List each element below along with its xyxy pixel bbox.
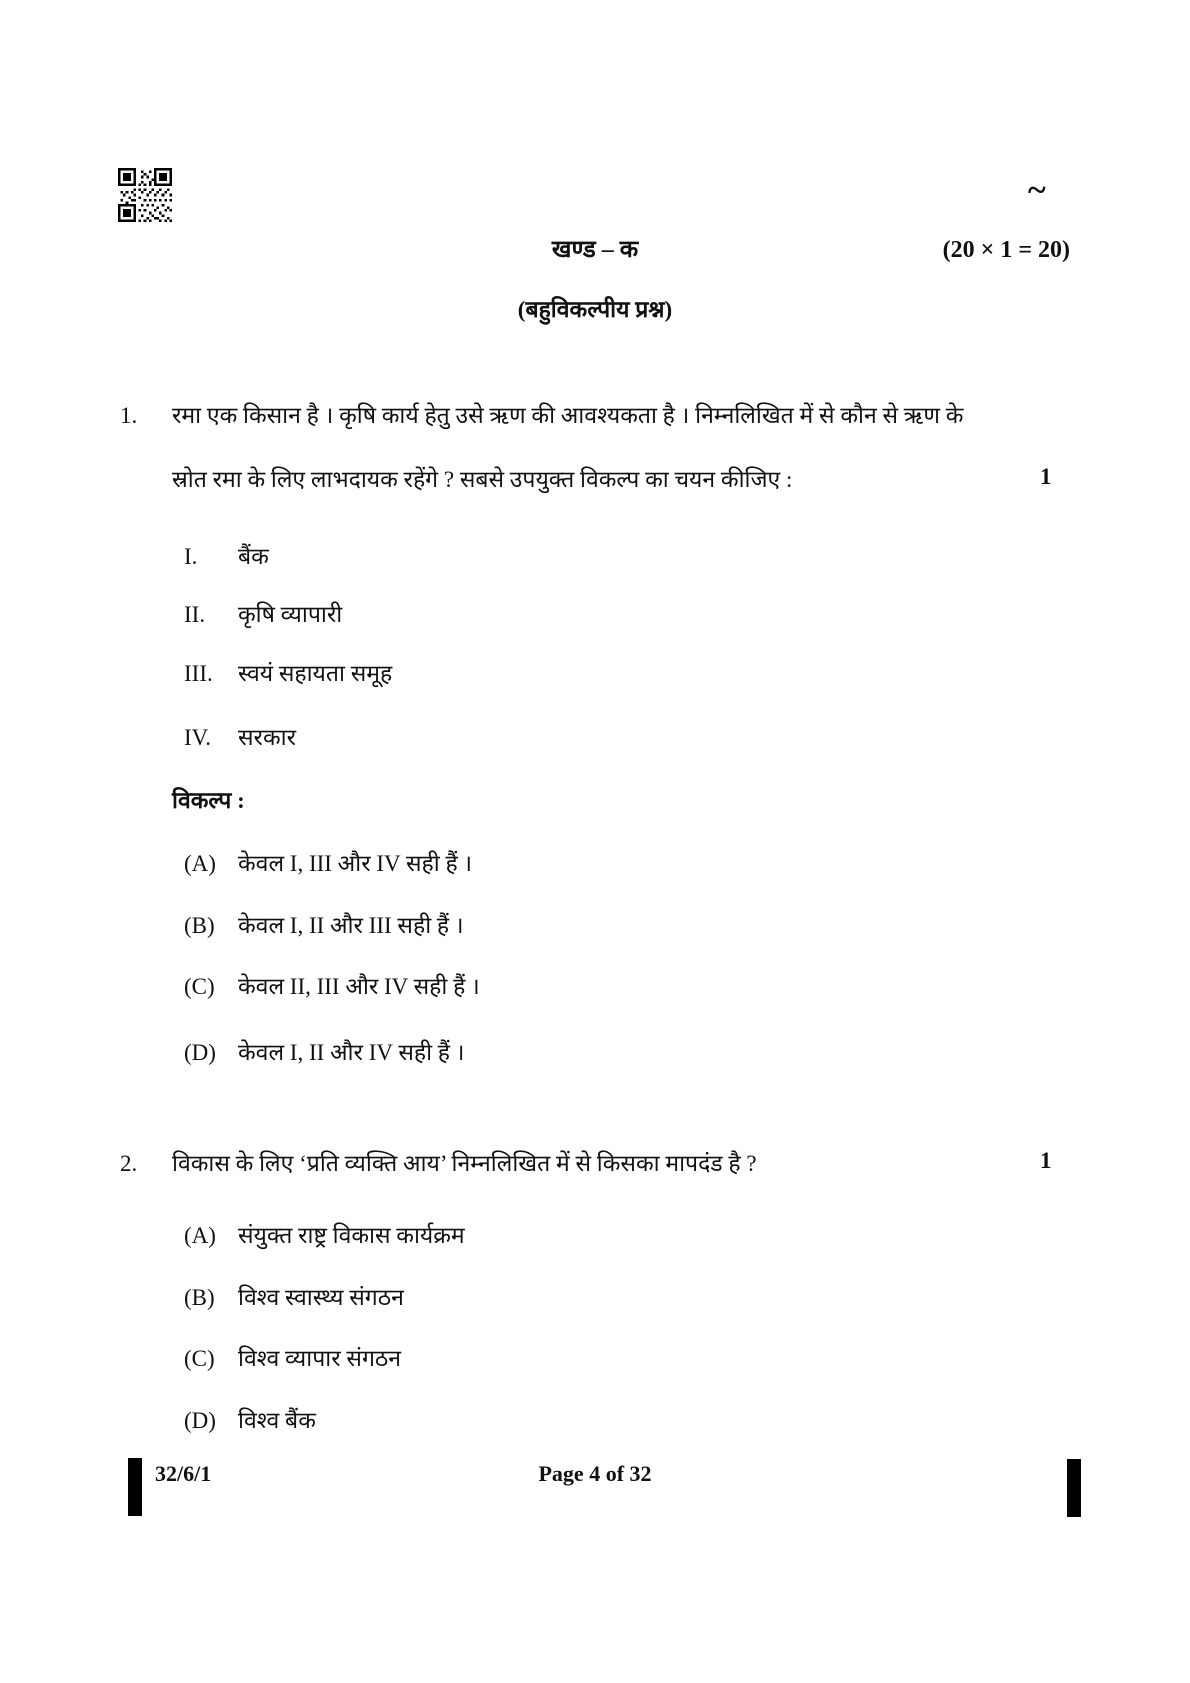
option-label: (B): [184, 913, 215, 938]
list-item-text: सरकार: [238, 725, 296, 750]
option-text: केवल I, II और III सही हैं ।: [238, 913, 464, 938]
option-text: केवल I, II और IV सही हैं ।: [238, 1040, 465, 1065]
option-text: विश्व बैंक: [238, 1408, 316, 1433]
option-text: संयुक्त राष्ट्र विकास कार्यक्रम: [238, 1223, 465, 1248]
option-label: (D): [184, 1408, 216, 1433]
section-title: खण्ड – क: [551, 237, 639, 263]
page-number: Page 4 of 32: [538, 1461, 652, 1486]
option-label: (A): [184, 851, 216, 876]
option-text: विश्व व्यापार संगठन: [238, 1346, 402, 1371]
question-2-marks: 1: [1040, 1148, 1052, 1173]
list-item-text: बैंक: [238, 544, 269, 569]
option-label: (D): [184, 1040, 216, 1065]
option-label: (C): [184, 1346, 215, 1371]
option-label: (C): [184, 974, 215, 999]
options-heading: विकल्प :: [172, 788, 245, 813]
marks-scheme: (20 × 1 = 20): [942, 237, 1070, 263]
option-text: केवल II, III और IV सही हैं ।: [238, 974, 480, 999]
qr-code: [118, 168, 172, 222]
tilde-mark: ~: [1028, 172, 1046, 209]
question-1-text-line1: रमा एक किसान है । कृषि कार्य हेतु उसे ऋण की आवश्यकता है । निम्नलिखित में से कौन से ऋण के: [172, 403, 964, 428]
list-item-label: III.: [184, 661, 213, 686]
question-2-number: 2.: [120, 1151, 138, 1176]
question-1-number: 1.: [120, 403, 138, 428]
list-item-text: कृषि व्यापारी: [238, 602, 343, 627]
option-label: (B): [184, 1285, 215, 1310]
question-2-text: विकास के लिए ‘प्रति व्यक्ति आय’ निम्नलिखित में से किसका मापदंड है ?: [172, 1151, 757, 1176]
question-1-marks: 1: [1040, 464, 1052, 489]
paper-code: 32/6/1: [155, 1461, 212, 1486]
list-item-text: स्वयं सहायता समूह: [238, 661, 393, 686]
option-text: केवल I, III और IV सही हैं ।: [238, 851, 473, 876]
option-text: विश्व स्वास्थ्य संगठन: [238, 1285, 404, 1310]
option-label: (A): [184, 1223, 216, 1248]
list-item-label: IV.: [184, 725, 212, 750]
footer-right-bar: [1067, 1459, 1081, 1517]
list-item-label: II.: [184, 602, 206, 627]
mcq-subtitle: (बहुविकल्पीय प्रश्न): [517, 297, 673, 322]
question-1-text-line2: स्रोत रमा के लिए लाभदायक रहेंगे ? सबसे उपयुक्त विकल्प का चयन कीजिए :: [172, 467, 793, 492]
list-item-label: I.: [184, 544, 198, 569]
